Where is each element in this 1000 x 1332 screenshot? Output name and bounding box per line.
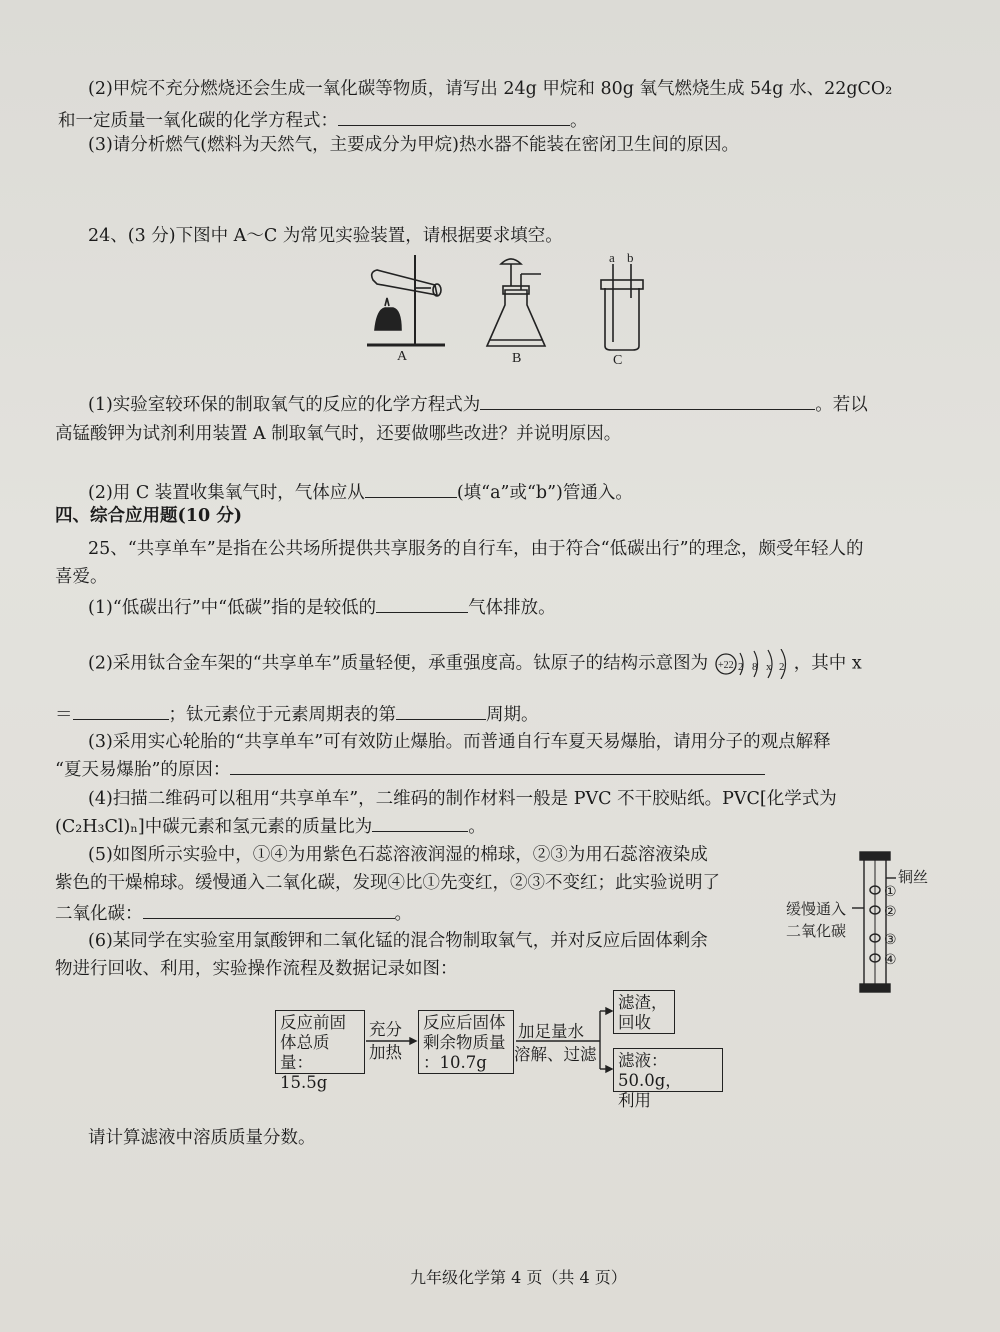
flow-box-filtrate [613,1048,723,1110]
apparatus-b [487,259,545,346]
q24-part2-text: (2)用 C 装置收集氧气时，气体应从 [88,483,365,503]
q25-part4-line1: (4)扫描二维码可以租用“共享单车”，二维码的制作材料一般是 PVC 不干胶贴纸。PVC[化学式为 [88,789,837,809]
flow-box-filter-residue-l2: 回收 [618,1013,651,1032]
q25-part5-end: 。 [394,904,412,924]
q25-part6-line2: 物进行回收、利用，实验操作流程及数据记录如图： [55,959,458,979]
flow-arrow2-bottom: 溶解、过滤 [514,1045,597,1064]
q24-tube-blank[interactable] [365,481,457,498]
q25-part2-text: (2)采用钛合金车架的“共享单车”质量轻便，承重强度高。钛原子的结构示意图为 [88,653,709,674]
flow-box-filtrate-l2: 利用 [618,1091,651,1110]
q23-answer-blank[interactable] [338,109,570,126]
flow-box-initial-l1: 反应前固 [280,1013,346,1032]
q23-part2-line2 [58,109,588,132]
q25-calculation-prompt: 请计算滤液中溶质质量分数。 [88,1128,316,1148]
q23-part2-line1: (2)甲烷不充分燃烧还会生成一氧化碳等物质，请写出 24g 甲烷和 80g 氧气燃烧生成 54g 水、22gCO₂ [88,79,893,99]
q24-part1-text: (1)实验室较环保的制取氧气的反应的化学方程式为 [88,395,481,415]
q24-part1-line2: 高锰酸钾为试剂利用装置 A 制取氧气时，还要做哪些改进？并说明原因。 [55,424,622,444]
flow-box-initial-l2: 体总质量： [280,1033,330,1072]
q24-equation-blank[interactable] [480,393,815,410]
q25-part2-line2 [55,703,539,726]
q25-period-end: 周期。 [486,705,539,725]
q25-part5-text: 二氧化碳： [55,904,143,924]
label-b: B [512,351,522,366]
q25-equals: ＝ [55,705,73,725]
shell-1: 2 [737,661,744,673]
flow-box-residue-l2: 剩余物质量 [423,1033,506,1052]
flow-box-residue-l1: 反应后固体 [423,1013,506,1032]
q25-part2-line1 [88,649,862,679]
q25-part5-line3 [55,902,412,925]
copper-wire-label: 铜丝 [898,870,929,886]
label-tube-a: a [609,250,615,265]
q25-gas-blank[interactable] [376,596,468,613]
flow-box-filtrate-l1: 滤液：50.0g， [618,1051,682,1090]
page-footer: 九年级化学第 4 页（共 4 页） [410,1268,627,1287]
q25-part4-line2 [55,815,486,838]
q24-part1-line1 [88,393,868,416]
shell-4: 2 [778,661,785,673]
titanium-atom-diagram [714,649,794,679]
flow-arrow1-top: 充分 [369,1020,402,1039]
q25-stem-line1: 25、“共享单车”是指在公共场所提供共享服务的自行车，由于符合“低碳出行”的理念，颇受年轻人的 [88,539,864,559]
co2-tube-figure [780,848,960,998]
gas-label-line2: 二氧化碳 [786,924,847,940]
q25-period-text: ；钛元素位于元素周期表的第 [168,705,396,725]
q24-stem: 24、(3 分)下图中 A～C 为常见实验装置，请根据要求填空。 [88,226,563,246]
q25-part2-end: ，其中 x [793,653,862,674]
q24-part1-end: 。若以 [815,395,868,415]
gas-label-line1: 缓慢通入 [786,902,847,918]
q25-conclusion-blank[interactable] [143,902,395,919]
q25-stem-line2: 喜爱。 [55,567,108,587]
q25-part5-line2: 紫色的干燥棉球。缓慢通入二氧化碳，发现④比①先变红，②③不变红；此实验说明了 [55,873,720,893]
q25-part4-text: (C₂H₃Cl)ₙ]中碳元素和氢元素的质量比为 [55,817,373,837]
q25-period-blank[interactable] [396,703,486,720]
ball-1: ① [884,884,897,900]
q25-part3-line1: (3)采用实心轮胎的“共享单车”可有效防止爆胎。而普通自行车夏天易爆胎，请用分子的观点解释 [88,732,831,752]
q25-part3-text: “夏天易爆胎”的原因： [55,760,231,780]
q23-part2-period: 。 [570,111,588,131]
q25-part1-end: 气体排放。 [468,598,556,618]
ball-4: ④ [884,952,897,968]
q23-part2-text: 和一定质量一氧化碳的化学方程式： [58,111,338,131]
shell-2: 8 [751,661,758,673]
ball-3: ③ [884,932,897,948]
q24-apparatus-figure [355,250,655,370]
shell-3: x [765,661,772,673]
q25-x-blank[interactable] [73,703,169,720]
ball-2: ② [884,904,897,920]
q25-part3-line2 [55,758,765,781]
flow-box-initial-l3: 15.5g [280,1073,328,1092]
q23-part3: (3)请分析燃气(燃料为天然气，主要成分为甲烷)热水器不能装在密闭卫生间的原因。 [88,135,739,155]
q24-part2-end: (填“a”或“b”)管通入。 [456,483,633,503]
q25-part4-end: 。 [468,817,486,837]
q25-part1 [88,596,556,619]
label-a: A [397,349,408,364]
flow-arrows [360,985,620,1095]
q25-part5-line1: (5)如图所示实验中，①④为用紫色石蕊溶液润湿的棉球，②③为用石蕊溶液染成 [88,845,708,865]
flow-arrow1-bottom: 加热 [369,1043,402,1062]
flow-box-filter-residue-l1: 滤渣， [618,993,668,1012]
q25-part6-line1: (6)某同学在实验室用氯酸钾和二氧化锰的混合物制取氧气，并对反应后固体剩余 [88,931,708,951]
flow-arrow2-top: 加足量水 [518,1022,584,1041]
q25-ratio-blank[interactable] [372,815,468,832]
label-tube-b: b [627,250,634,265]
apparatus-c [601,264,643,350]
flow-box-initial [275,1010,365,1092]
apparatus-a [367,255,445,345]
section4-title: 四、综合应用题(10 分) [55,506,243,526]
q25-part1-text: (1)“低碳出行”中“低碳”指的是较低的 [88,598,377,618]
q24-part2 [88,481,633,504]
flow-box-residue-l3: ：10.7g [423,1053,487,1072]
flow-box-residue-recover [613,990,675,1034]
q25-reason-blank[interactable] [230,758,765,775]
label-c: C [613,353,623,368]
atom-nucleus: +22 [717,660,734,671]
